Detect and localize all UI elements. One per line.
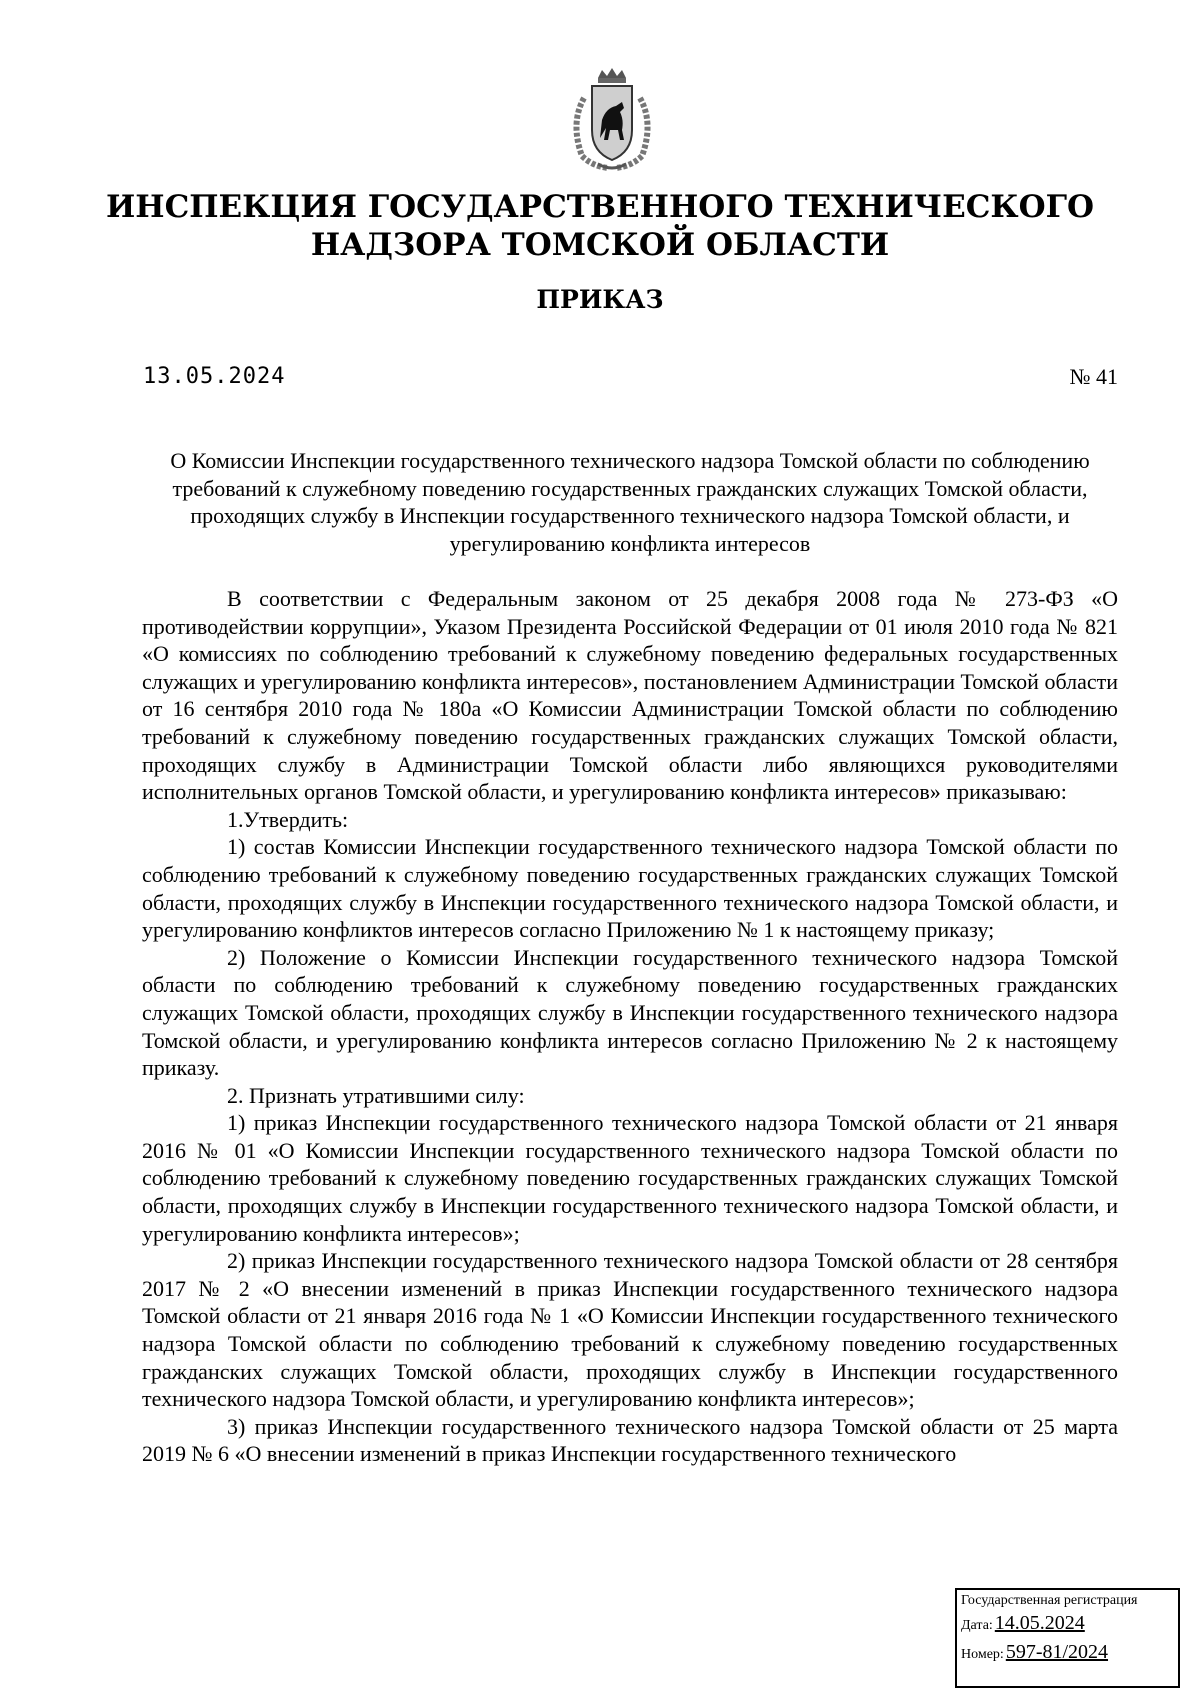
body-paragraph: 2. Признать утратившими силу:	[227, 1082, 525, 1108]
document-subject: О Комиссии Инспекции государственного технического надзора Томской области по соблюдению требований к служебному поведению государственных гражданских служащих Томской области, проходящих службу в Инспекции государственного технического надзора Томской области, и урегулированию конфликта интересов	[170, 448, 1090, 556]
document-body	[142, 585, 1118, 1468]
registration-title: Государственная регистрация	[961, 1593, 1138, 1608]
document-date: 13.05.2024	[143, 364, 286, 389]
registration-date-value: 14.05.2024	[994, 1612, 1085, 1634]
body-paragraph: 2) приказ Инспекции государственного технического надзора Томской области от 28 сентября 2017 № 2 «О внесении изменений в приказ Инспекции государственного технического надзора Томской области от 21 января 2016 года № 1 «О Комиссии Инспекции государственного технического надзора Томской области по соблюдению требований к служебному поведению государственных гражданских служащих Томской области, проходящих службу в Инспекции государственного технического надзора Томской области, и урегулированию конфликта интересов»;	[142, 1248, 1118, 1412]
document-type: ПРИКАЗ	[536, 285, 664, 314]
body-paragraph: 1) состав Комиссии Инспекции государственного технического надзора Томской области по соблюдению требований к служебному поведению государственных гражданских служащих Томской области, проходящих службу в Инспекции государственного технического надзора Томской области, и урегулированию конфликтов интересов согласно Приложению № 1 к настоящему приказу;	[142, 834, 1118, 943]
body-paragraph: 1) приказ Инспекции государственного технического надзора Томской области от 21 января 2016 № 01 «О Комиссии Инспекции государственного технического надзора Томской области по соблюдению требований к служебному поведению государственных гражданских служащих Томской области, проходящих службу в Инспекции государственного технического надзора Томской области, и урегулированию конфликта интересов»;	[142, 1110, 1118, 1246]
organization-name	[100, 188, 1100, 264]
organization-name-line1: ИНСПЕКЦИЯ ГОСУДАРСТВЕННОГО ТЕХНИЧЕСКОГО	[106, 189, 1094, 225]
body-paragraph: В соответствии с Федеральным законом от 25 декабря 2008 года № 273-ФЗ «О противодействии коррупции», Указом Президента Российской Федерации от 01 июля 2010 года № 821 «О комиссиях по соблюдению требований к служебному поведению федеральных государственных служащих и урегулированию конфликта интересов», постановлением Администрации Томской области от 16 сентября 2010 года № 180а «О Комиссии Администрации Томской области по соблюдению требований к служебному поведению государственных гражданских служащих Томской области, проходящих службу в Администрации Томской области либо являющихся руководителями исполнительных органов Томской области, и урегулированию конфликта интересов» приказываю:	[142, 586, 1118, 805]
coat-of-arms-icon	[562, 68, 662, 172]
registration-number-row	[961, 1639, 1174, 1668]
body-paragraph: 3) приказ Инспекции государственного технического надзора Томской области от 25 марта 2019 № 6 «О внесении изменений в приказ Инспекции государственного технического	[142, 1413, 1118, 1467]
registration-number-value: 597-81/2024	[1005, 1641, 1109, 1663]
registration-number-label: Номер:	[961, 1647, 1004, 1662]
body-paragraph: 2) Положение о Комиссии Инспекции государственного технического надзора Томской области по соблюдению требований к служебному поведению государственных гражданских служащих Томской области, проходящих службу в Инспекции государственного технического надзора Томской области, и урегулированию конфликта интересов согласно Приложению № 2 к настоящему приказу.	[142, 944, 1118, 1081]
registration-date-row	[961, 1610, 1174, 1639]
body-paragraph: 1.Утвердить:	[227, 806, 349, 832]
registration-stamp	[955, 1588, 1180, 1688]
document-number: № 41	[1069, 364, 1118, 389]
organization-name-line2: НАДЗОРА ТОМСКОЙ ОБЛАСТИ	[310, 227, 890, 263]
registration-date-label: Дата:	[961, 1618, 993, 1633]
